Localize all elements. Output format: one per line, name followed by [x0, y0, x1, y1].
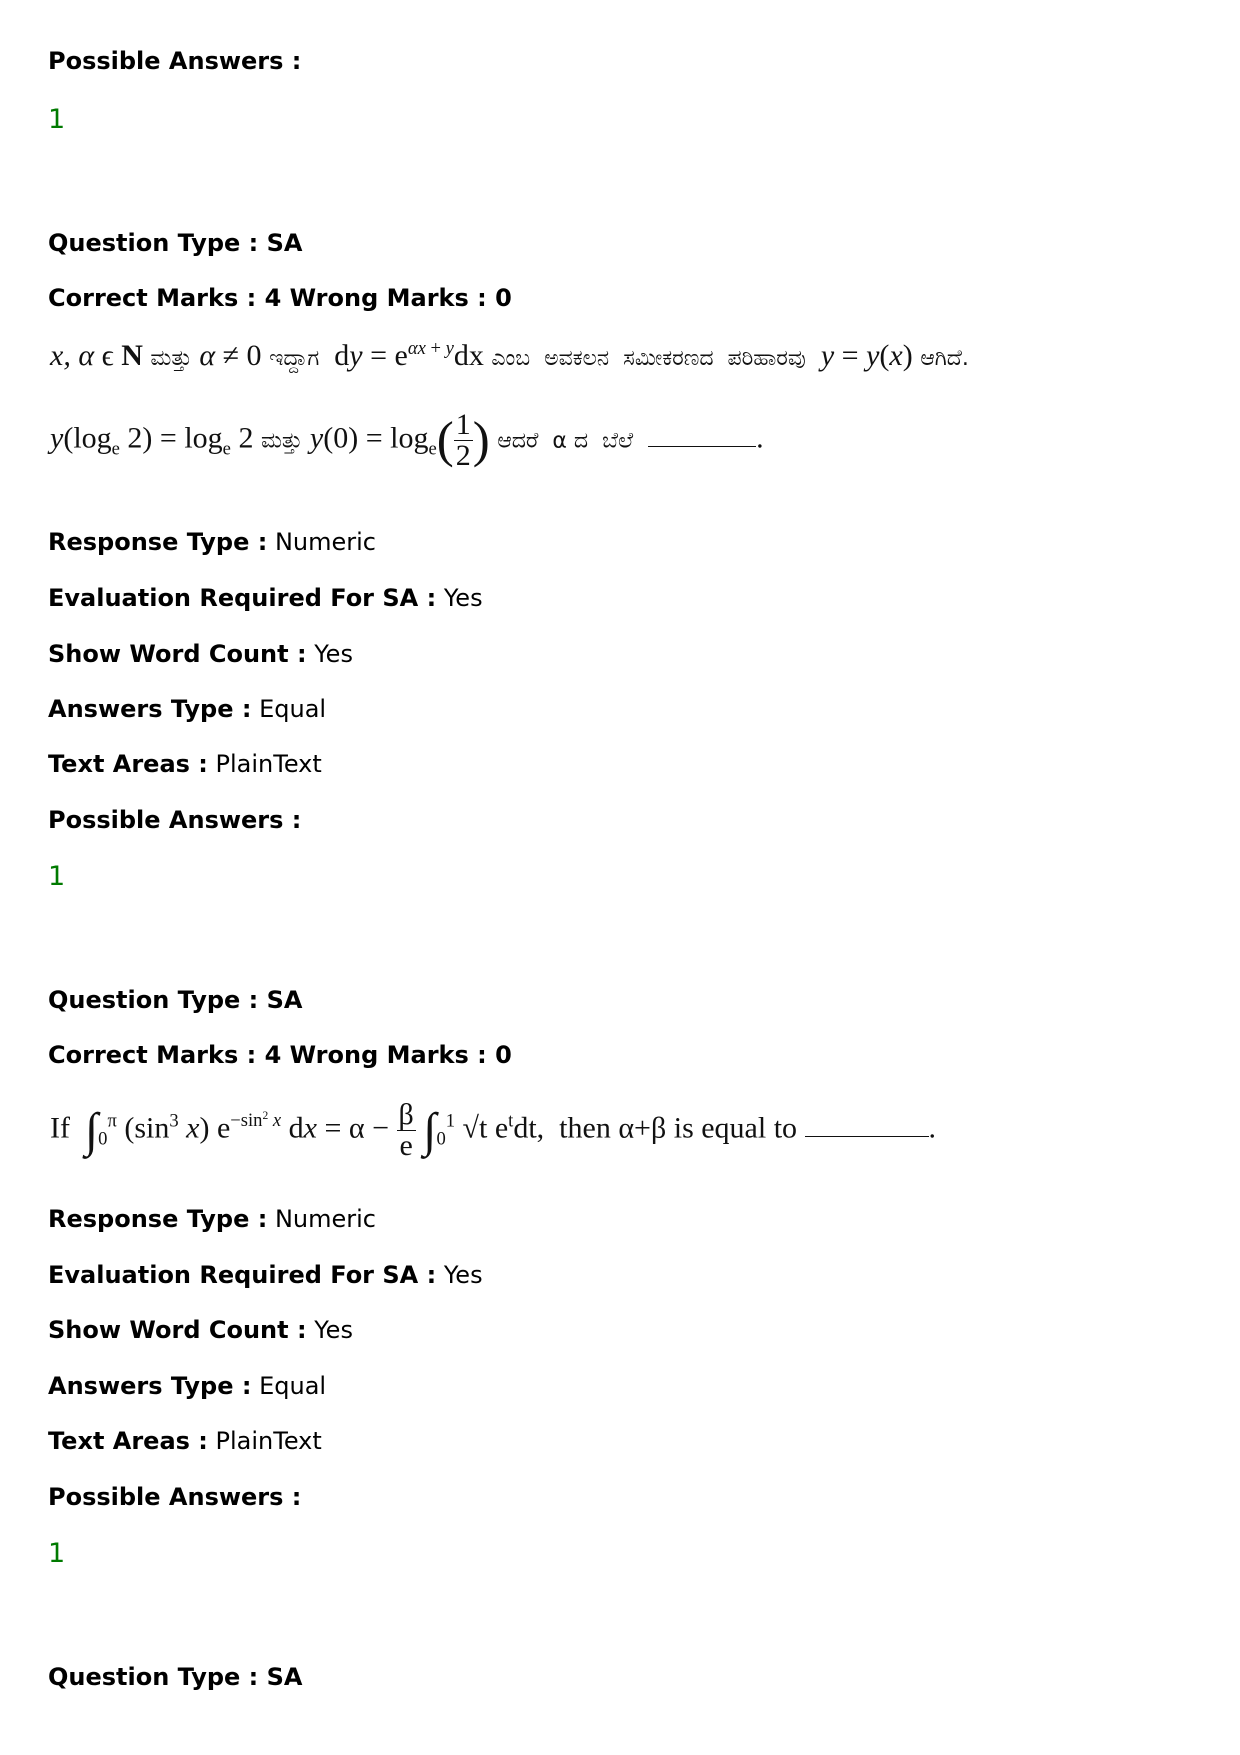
answers-type-value: Equal	[259, 1372, 327, 1400]
word-count-label: Show Word Count :	[48, 1316, 307, 1344]
question-2-text: If $\int_0^\pi$ ($\sin^3$ x) $e^{-sin^2 x}$ dx = α − $\frac{\beta}{e}$ $\int_0^1$ √t $e^tdt$, then α+β is equal to .	[50, 1098, 937, 1162]
text-areas-row	[48, 749, 322, 779]
text-areas-label: Text Areas :	[48, 750, 208, 778]
word-count-label: Show Word Count :	[48, 640, 307, 668]
word-count-value: Yes	[314, 640, 353, 668]
answers-type-value: Equal	[259, 695, 327, 723]
text-areas-value: PlainText	[215, 1427, 322, 1455]
marks-line: Correct Marks : 4 Wrong Marks : 0	[48, 284, 512, 312]
possible-answers-label: Possible Answers :	[48, 47, 302, 75]
response-type-row	[48, 527, 376, 557]
possible-answer-value: 1	[48, 104, 66, 135]
marks-line: Correct Marks : 4 Wrong Marks : 0	[48, 1041, 512, 1069]
word-count-row	[48, 639, 353, 669]
evaluation-row	[48, 1260, 483, 1290]
answers-type-row	[48, 694, 326, 724]
question-type: Question Type : SA	[48, 229, 303, 257]
evaluation-value: Yes	[443, 584, 483, 612]
response-type-row	[48, 1204, 376, 1234]
word-count-value: Yes	[314, 1316, 353, 1344]
question-type: Question Type : SA	[48, 1663, 303, 1691]
text-areas-row	[48, 1426, 322, 1456]
possible-answer-value: 1	[48, 861, 66, 892]
response-type-value: Numeric	[274, 528, 376, 556]
possible-answers-label: Possible Answers :	[48, 806, 302, 834]
response-type-label: Response Type :	[48, 528, 268, 556]
text-areas-value: PlainText	[215, 750, 322, 778]
question-1-line-1: x, α ϵ N ಮತ್ತು α ≠ 0 ಇದ್ದಾಗ dy = $e^{\alpha x + y}dx$ ಎಂಬ ಅವಕಲನ ಸಮೀಕರಣದ ಪರಿಹಾರವು y = y(x) ಆಗಿದೆ.	[50, 338, 969, 372]
possible-answer-value: 1	[48, 1538, 66, 1569]
answers-type-row	[48, 1371, 326, 1401]
evaluation-value: Yes	[443, 1261, 483, 1289]
question-1-line-2: $y(\log_e$ $2) = \log_e 2$ ಮತ್ತು $y(0) = \log_e$( $\frac{1}{2}$ ) ಆದರೆ α ದ ಬೆಲೆ .	[50, 408, 764, 472]
evaluation-label: Evaluation Required For SA :	[48, 584, 437, 612]
text-areas-label: Text Areas :	[48, 1427, 208, 1455]
answers-type-label: Answers Type :	[48, 1372, 252, 1400]
evaluation-label: Evaluation Required For SA :	[48, 1261, 437, 1289]
evaluation-row	[48, 583, 483, 613]
response-type-value: Numeric	[274, 1205, 376, 1233]
possible-answers-label: Possible Answers :	[48, 1483, 302, 1511]
answers-type-label: Answers Type :	[48, 695, 252, 723]
word-count-row	[48, 1315, 353, 1345]
response-type-label: Response Type :	[48, 1205, 268, 1233]
question-type: Question Type : SA	[48, 986, 303, 1014]
